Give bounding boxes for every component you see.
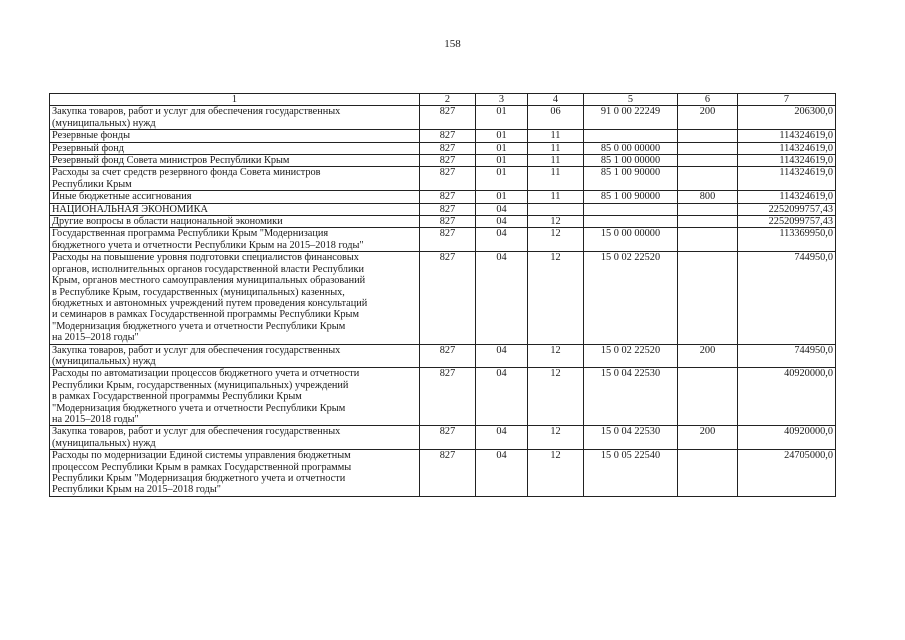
expenditure-name-cell: Резервные фонды — [50, 130, 420, 142]
section-code-cell: 04 — [476, 228, 528, 252]
ministry-code-cell: 827 — [420, 106, 476, 130]
expense-type-code-cell — [678, 450, 738, 497]
subsection-code-cell: 11 — [528, 191, 584, 203]
section-code-cell: 01 — [476, 191, 528, 203]
expense-type-code-cell — [678, 252, 738, 344]
page-number: 158 — [444, 38, 461, 50]
subsection-code-cell: 11 — [528, 155, 584, 167]
table-row — [50, 368, 836, 426]
section-code-cell: 04 — [476, 426, 528, 450]
table-row — [50, 426, 836, 450]
expenditure-name-cell: Закупка товаров, работ и услуг для обеспечения государственных (муниципальных) нужд — [50, 426, 420, 450]
table-row — [50, 216, 836, 228]
amount-cell: 40920000,0 — [738, 368, 836, 426]
section-code-cell: 04 — [476, 450, 528, 497]
column-header-5: 5 — [584, 94, 678, 106]
expenditure-name-cell: Расходы на повышение уровня подготовки специалистов финансовых органов, исполнительных органов государственной власти Республики Крым, органов местного самоуправления муниципальных образований в Республике Крым, государственных (муниципальных) казенных, бюджетных и автономных учреждений путем проведения консультаций и семинаров в рамках Государственной программы Республики Крым "Модернизация бюджетного учета и отчетности Республики Крым на 2015–2018 годы" — [50, 252, 420, 344]
subsection-code-cell: 11 — [528, 142, 584, 154]
target-article-code-cell — [584, 216, 678, 228]
table-row — [50, 106, 836, 130]
amount-cell: 113369950,0 — [738, 228, 836, 252]
target-article-code-cell: 15 0 02 22520 — [584, 252, 678, 344]
expenditure-name-cell: Другие вопросы в области национальной экономики — [50, 216, 420, 228]
table-row — [50, 344, 836, 368]
target-article-code-cell: 85 1 00 00000 — [584, 155, 678, 167]
expenditure-name-cell: Расходы за счет средств резервного фонда Совета министров Республики Крым — [50, 167, 420, 191]
ministry-code-cell: 827 — [420, 142, 476, 154]
amount-cell: 114324619,0 — [738, 191, 836, 203]
target-article-code-cell: 85 1 00 90000 — [584, 191, 678, 203]
expense-type-code-cell — [678, 203, 738, 215]
table-row — [50, 252, 836, 344]
target-article-code-cell: 15 0 00 00000 — [584, 228, 678, 252]
target-article-code-cell: 15 0 02 22520 — [584, 344, 678, 368]
ministry-code-cell: 827 — [420, 155, 476, 167]
subsection-code-cell: 12 — [528, 368, 584, 426]
column-header-7: 7 — [738, 94, 836, 106]
column-header-3: 3 — [476, 94, 528, 106]
ministry-code-cell: 827 — [420, 130, 476, 142]
expense-type-code-cell: 200 — [678, 344, 738, 368]
subsection-code-cell: 12 — [528, 216, 584, 228]
expenditure-name-cell: Расходы по модернизации Единой системы управления бюджетным процессом Республики Крым в рамках Государственной программы Республики Крым "Модернизация бюджетного учета и отчетности Республики Крым на 2015–2018 годы" — [50, 450, 420, 497]
target-article-code-cell — [584, 203, 678, 215]
expenditure-name-cell: Закупка товаров, работ и услуг для обеспечения государственных (муниципальных) нужд — [50, 106, 420, 130]
expense-type-code-cell — [678, 167, 738, 191]
expense-type-code-cell — [678, 142, 738, 154]
ministry-code-cell: 827 — [420, 450, 476, 497]
section-code-cell: 04 — [476, 216, 528, 228]
table-row — [50, 191, 836, 203]
expense-type-code-cell — [678, 228, 738, 252]
section-code-cell: 01 — [476, 142, 528, 154]
amount-cell: 114324619,0 — [738, 142, 836, 154]
table-row — [50, 228, 836, 252]
expense-type-code-cell — [678, 368, 738, 426]
target-article-code-cell: 15 0 04 22530 — [584, 368, 678, 426]
ministry-code-cell: 827 — [420, 426, 476, 450]
subsection-code-cell: 12 — [528, 252, 584, 344]
expenditure-name-cell: НАЦИОНАЛЬНАЯ ЭКОНОМИКА — [50, 203, 420, 215]
budget-table — [49, 93, 836, 497]
section-code-cell: 04 — [476, 203, 528, 215]
ministry-code-cell: 827 — [420, 203, 476, 215]
subsection-code-cell: 11 — [528, 167, 584, 191]
amount-cell: 24705000,0 — [738, 450, 836, 497]
subsection-code-cell: 12 — [528, 344, 584, 368]
amount-cell: 2252099757,43 — [738, 216, 836, 228]
expenditure-name-cell: Закупка товаров, работ и услуг для обеспечения государственных (муниципальных) нужд — [50, 344, 420, 368]
subsection-code-cell — [528, 203, 584, 215]
target-article-code-cell: 15 0 04 22530 — [584, 426, 678, 450]
subsection-code-cell: 11 — [528, 130, 584, 142]
section-code-cell: 01 — [476, 167, 528, 191]
amount-cell: 2252099757,43 — [738, 203, 836, 215]
column-header-4: 4 — [528, 94, 584, 106]
expense-type-code-cell: 200 — [678, 426, 738, 450]
amount-cell: 206300,0 — [738, 106, 836, 130]
table-row — [50, 130, 836, 142]
column-header-1: 1 — [50, 94, 420, 106]
table-row — [50, 155, 836, 167]
section-code-cell: 01 — [476, 106, 528, 130]
target-article-code-cell: 85 1 00 90000 — [584, 167, 678, 191]
target-article-code-cell: 85 0 00 00000 — [584, 142, 678, 154]
ministry-code-cell: 827 — [420, 216, 476, 228]
expenditure-name-cell: Государственная программа Республики Крым "Модернизация бюджетного учета и отчетности Республики Крым на 2015–2018 годы" — [50, 228, 420, 252]
expenditure-name-cell: Иные бюджетные ассигнования — [50, 191, 420, 203]
subsection-code-cell: 12 — [528, 228, 584, 252]
table-row — [50, 142, 836, 154]
expense-type-code-cell: 200 — [678, 106, 738, 130]
expenditure-name-cell: Резервный фонд Совета министров Республики Крым — [50, 155, 420, 167]
expense-type-code-cell — [678, 130, 738, 142]
table-row — [50, 450, 836, 497]
section-code-cell: 04 — [476, 252, 528, 344]
section-code-cell: 04 — [476, 368, 528, 426]
section-code-cell: 01 — [476, 155, 528, 167]
expenditure-name-cell: Резервный фонд — [50, 142, 420, 154]
target-article-code-cell: 91 0 00 22249 — [584, 106, 678, 130]
column-number-row — [50, 94, 836, 106]
subsection-code-cell: 06 — [528, 106, 584, 130]
expense-type-code-cell — [678, 155, 738, 167]
section-code-cell: 04 — [476, 344, 528, 368]
ministry-code-cell: 827 — [420, 191, 476, 203]
table-body — [50, 106, 836, 496]
expenditure-name-cell: Расходы по автоматизации процессов бюджетного учета и отчетности Республики Крым, государственных (муниципальных) учреждений в рамках Государственной программы Республики Крым "Модернизация бюджетного учета и отчетности Республики Крым на 2015–2018 годы" — [50, 368, 420, 426]
amount-cell: 744950,0 — [738, 344, 836, 368]
ministry-code-cell: 827 — [420, 167, 476, 191]
ministry-code-cell: 827 — [420, 344, 476, 368]
expense-type-code-cell — [678, 216, 738, 228]
ministry-code-cell: 827 — [420, 228, 476, 252]
target-article-code-cell — [584, 130, 678, 142]
ministry-code-cell: 827 — [420, 368, 476, 426]
table-row — [50, 203, 836, 215]
subsection-code-cell: 12 — [528, 450, 584, 497]
ministry-code-cell: 827 — [420, 252, 476, 344]
column-header-2: 2 — [420, 94, 476, 106]
amount-cell: 114324619,0 — [738, 130, 836, 142]
expense-type-code-cell: 800 — [678, 191, 738, 203]
amount-cell: 744950,0 — [738, 252, 836, 344]
table-row — [50, 167, 836, 191]
section-code-cell: 01 — [476, 130, 528, 142]
column-header-6: 6 — [678, 94, 738, 106]
amount-cell: 114324619,0 — [738, 167, 836, 191]
subsection-code-cell: 12 — [528, 426, 584, 450]
amount-cell: 114324619,0 — [738, 155, 836, 167]
target-article-code-cell: 15 0 05 22540 — [584, 450, 678, 497]
amount-cell: 40920000,0 — [738, 426, 836, 450]
